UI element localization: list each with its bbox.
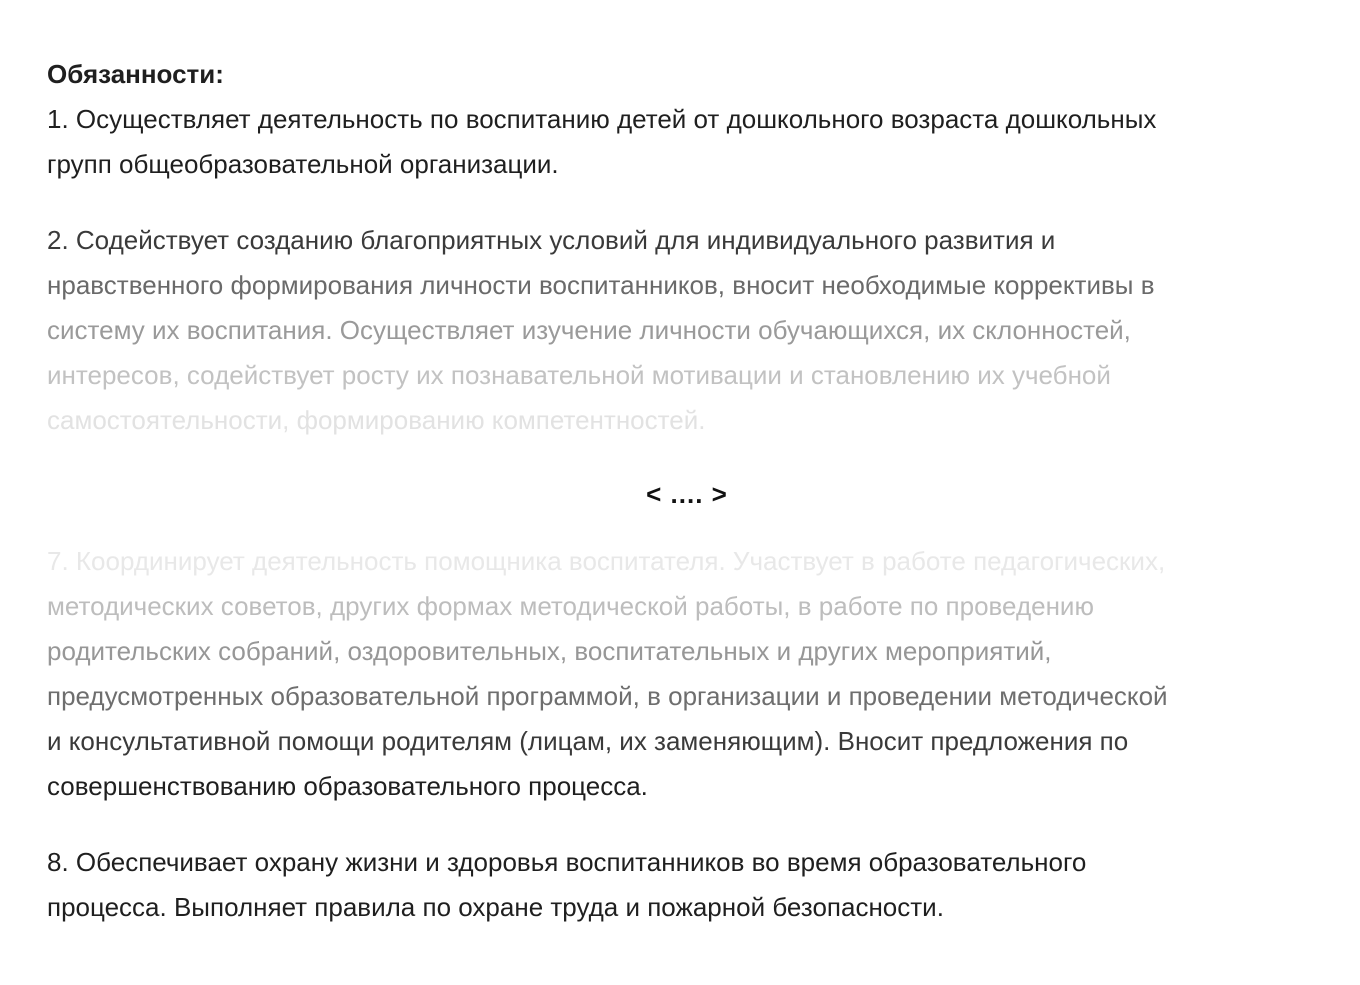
duty-item-7-line: предусмотренных образовательной программой, в организации и проведении методической xyxy=(47,681,1168,711)
duty-item-8 xyxy=(47,840,1317,930)
duty-item-7-line: совершенствованию образовательного процесса. xyxy=(47,771,648,801)
duty-item-7-line: 7. Координирует деятельность помощника воспитателя. Участвует в работе педагогических, xyxy=(47,546,1166,576)
duty-item-1-line: групп общеобразовательной организации. xyxy=(47,149,559,179)
omission-marker: < .... > xyxy=(646,479,728,509)
duty-item-1 xyxy=(47,97,1317,187)
duty-item-7-line: родительских собраний, оздоровительных, воспитательных и других мероприятий, xyxy=(47,636,1052,666)
duty-item-2-line: 2. Содействует созданию благоприятных условий для индивидуального развития и xyxy=(47,225,1056,255)
duty-item-2-line: самостоятельности, формированию компетентностей. xyxy=(47,405,706,435)
duty-item-2 xyxy=(47,218,1317,443)
document-body xyxy=(47,52,1317,930)
duty-item-1-line: 1. Осуществляет деятельность по воспитанию детей от дошкольного возраста дошкольных xyxy=(47,104,1157,134)
duty-item-7-line: и консультативной помощи родителям (лицам, их заменяющим). Вносит предложения по xyxy=(47,726,1129,756)
duty-item-8-line: 8. Обеспечивает охрану жизни и здоровья воспитанников во время образовательного xyxy=(47,847,1087,877)
duty-item-2-line: систему их воспитания. Осуществляет изучение личности обучающихся, их склонностей, xyxy=(47,315,1131,345)
duty-item-2-line: нравственного формирования личности воспитанников, вносит необходимые коррективы в xyxy=(47,270,1155,300)
section-heading: Обязанности: xyxy=(47,59,224,89)
duty-item-2-line: интересов, содействует росту их познавательной мотивации и становлению их учебной xyxy=(47,360,1111,390)
duty-item-7 xyxy=(47,539,1317,809)
duty-item-8-line: процесса. Выполняет правила по охране труда и пожарной безопасности. xyxy=(47,892,944,922)
duty-item-7-line: методических советов, других формах методической работы, в работе по проведению xyxy=(47,591,1094,621)
